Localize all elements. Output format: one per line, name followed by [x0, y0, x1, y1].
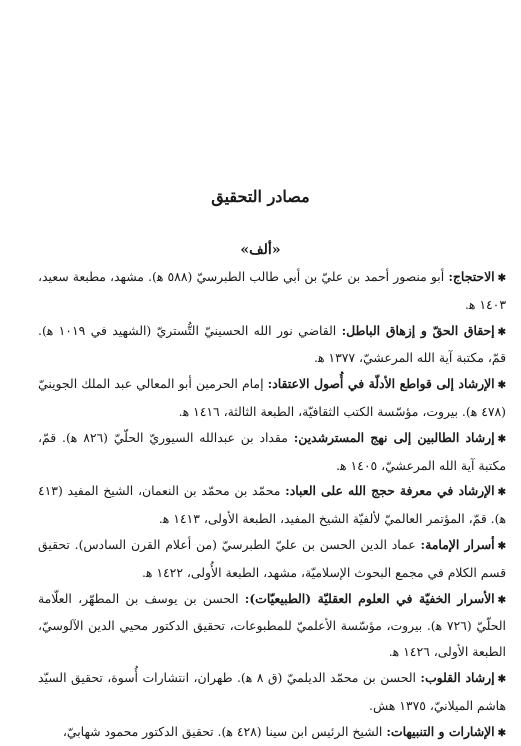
entry-title: الأسرار الخفيّة في العلوم العقليّة (الطبيعيّات): — [244, 590, 495, 606]
bibliography-entry — [38, 665, 506, 719]
entry-title: إرشاد الطالبين إلى نهج المسترشدين: — [293, 429, 495, 445]
bibliography-entry — [38, 264, 506, 318]
entry-details: الحسن بن يوسف بن المطهّر، العلّامة الحلّيّ (٧٢٦ ه‍). بيروت، مؤسّسة الأعلميّ للمطبوعات، تحقيق الدكتور محيي الدين الآلوسيّ، الطبعة الأولى، ١٤٢٦ ه‍. — [38, 590, 506, 660]
entry-title: إرشاد القلوب: — [420, 669, 495, 685]
entry-title: الإشارات و التنبيهات: — [386, 723, 495, 739]
entry-details: مقداد بن عبدالله السيوريّ الحلّيّ (٨٢٦ ه‍). قمّ، مكتبة آية الله المرعشيّ، ١٤٠٥ ه‍. — [38, 429, 506, 473]
bibliography-entry — [38, 719, 506, 746]
entry-details: الشيخ الرئيس ابن سينا (٤٢٨ ه‍). تحقيق الدكتور محمود شهابيّ، — [62, 723, 387, 739]
entry-title: الإرشاد في معرفة حجج الله على العباد: — [285, 483, 495, 499]
bullet-icon: ✱ — [497, 673, 506, 685]
entry-title: الاحتجاج: — [448, 269, 495, 284]
bibliography-entry — [38, 318, 506, 372]
bibliography-entry — [38, 425, 506, 479]
bullet-icon: ✱ — [497, 433, 506, 445]
entry-title: أسرار الإمامة: — [420, 536, 495, 552]
bibliography-entry — [38, 478, 506, 532]
bullet-icon: ✱ — [497, 326, 506, 338]
bullet-icon: ✱ — [497, 487, 506, 499]
bibliography-list — [38, 264, 506, 746]
section-heading: «ألف» — [240, 242, 281, 258]
page-title: مصادر التحقيق — [211, 187, 310, 206]
bullet-icon: ✱ — [497, 380, 506, 392]
bibliography-entry — [38, 532, 506, 586]
entry-details: القاضي نور الله الحسينيّ التُّستريّ (الشهيد في ١٠١٩ ه‍). قمّ، مكتبة آية الله المرعشيّ، ١٣٧٧ ه‍. — [38, 322, 506, 366]
entry-title: الإرشاد إلى قواطع الأدلّة في أُصول الاعتقاد: — [267, 376, 495, 392]
entry-details: محمّد بن محمّد بن النعمان، الشيخ المفيد (٤١٣ ه‍). قمّ، المؤتمر العالميّ لألفيّة الشيخ المفيد، الطبعة الأولى، ١٤١٣ ه‍. — [38, 483, 506, 527]
entry-details: أبو منصور أحمد بن عليّ بن أبي طالب الطبرسيّ (٥٨٨ ه‍). مشهد، مطبعة سعيد، ١٤٠٣ ه‍. — [38, 269, 506, 312]
bullet-icon: ✱ — [497, 273, 506, 284]
bibliography-entry — [38, 586, 506, 665]
entry-details: الحسن بن محمّد الديلميّ (ق ٨ ه‍). طهران، انتشارات أُسوة، تحقيق السيّد هاشم الميلانيّ، ١٣٧٥ ه‍ش. — [38, 669, 506, 713]
bullet-icon: ✱ — [497, 727, 506, 739]
bullet-icon: ✱ — [497, 594, 506, 606]
entry-title: إحقاق الحقّ و إزهاق الباطل: — [341, 322, 495, 338]
entry-details: عماد الدين الحسن بن عليّ الطبرسيّ (من أعلام القرن السادس). تحقيق قسم الكلام في مجمع البحوث الإسلاميّة، مشهد، الطبعة الأُولى، ١٤٢٢ ه‍. — [38, 536, 506, 580]
bullet-icon: ✱ — [497, 540, 506, 552]
bibliography-entry — [38, 371, 506, 425]
entry-details: إمام الحرمين أبو المعالي عبد الملك الجوينيّ (٤٧٨ ه‍). بيروت، مؤسّسة الكتب الثقافيّة، الطبعة الثالثة، ١٤١٦ ه‍. — [38, 376, 506, 419]
